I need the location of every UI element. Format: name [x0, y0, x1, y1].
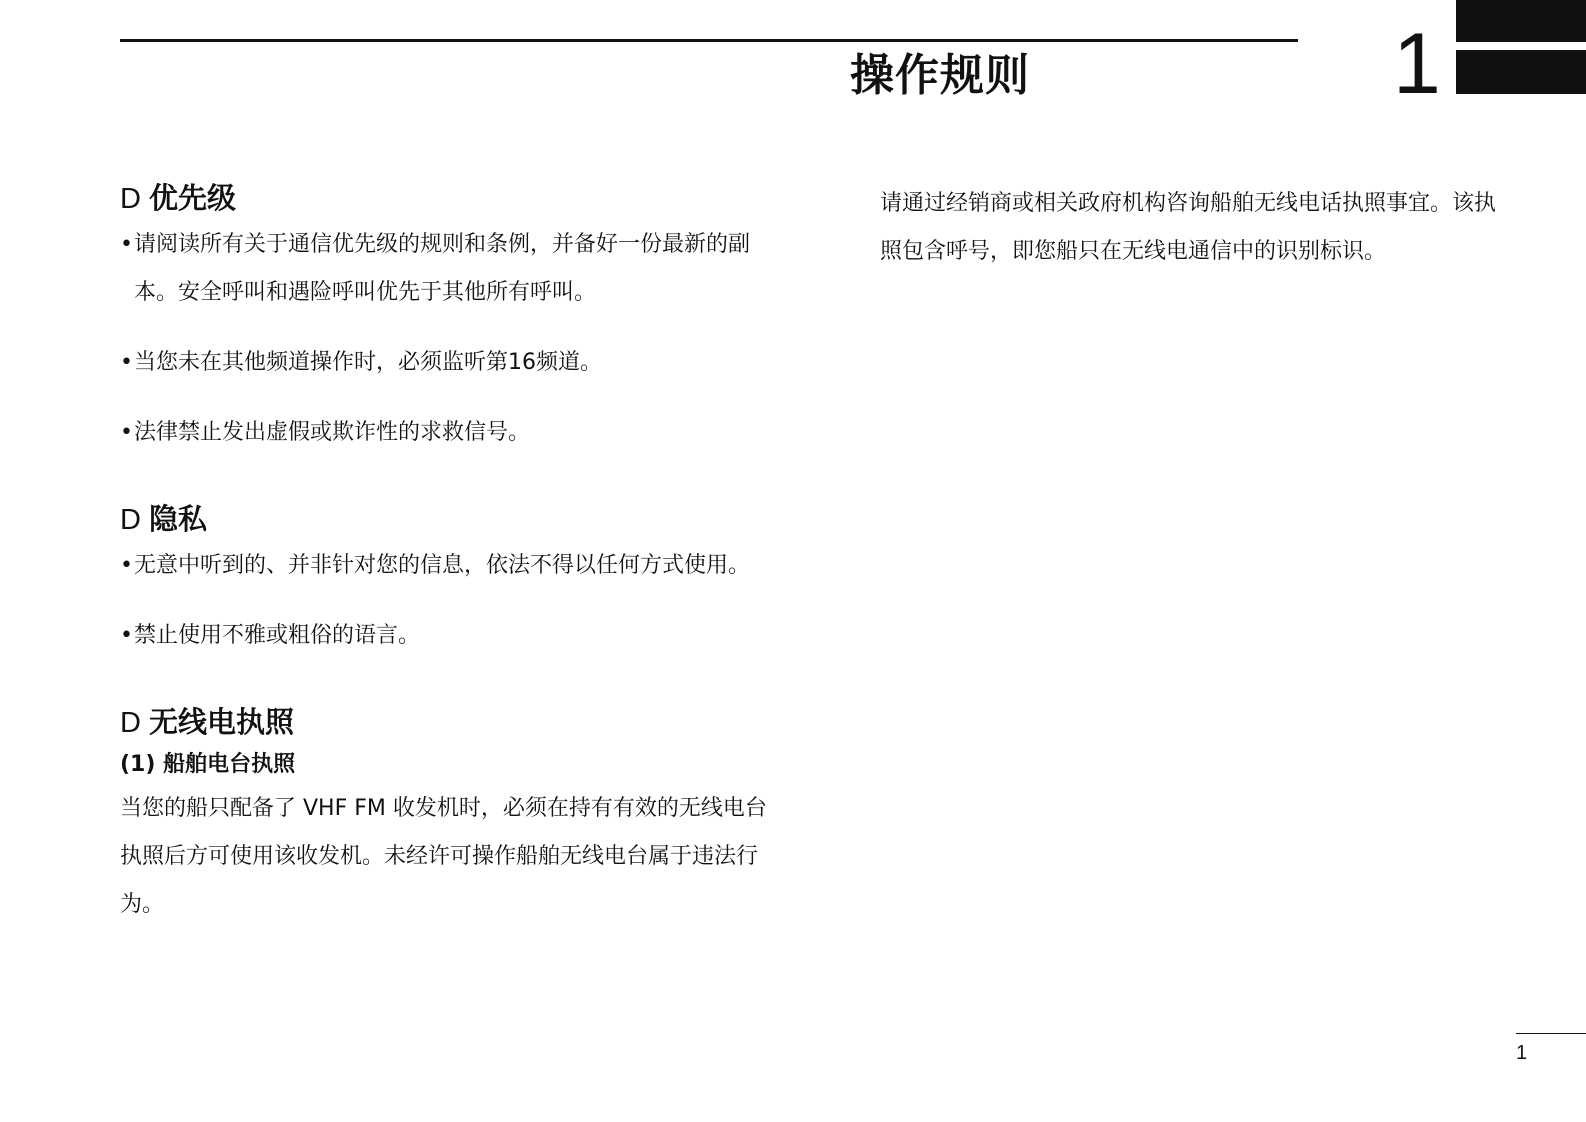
bullet-dot: •	[120, 232, 133, 257]
section-heading-privacy	[120, 497, 770, 542]
license-paragraph: 当您的船只配备了 VHF FM 收发机时，必须在持有有效的无线电台执照后方可使用该收发机。未经许可操作船舶无线电台属于违法行为。	[120, 796, 767, 917]
section-title: 优先级	[148, 181, 236, 215]
bullet-dot: •	[120, 553, 133, 578]
section-heading-priority	[120, 176, 770, 221]
footer-rule	[1516, 1033, 1586, 1034]
bullet-dot: •	[120, 623, 133, 648]
bullet-dot: •	[120, 420, 133, 445]
bullet-item	[120, 612, 770, 660]
bullet-text: 法律禁止发出虚假或欺诈性的求救信号。	[134, 420, 531, 445]
bullet-item	[120, 221, 770, 317]
license-continued-paragraph: 请通过经销商或相关政府机构咨询船舶无线电话执照事宜。该执 照包含呼号，即您船只在无线电通信中的识别标识。	[880, 191, 1497, 264]
section-marker: D	[120, 707, 141, 739]
section-title: 无线电执照	[148, 705, 294, 739]
bullet-item	[120, 339, 770, 387]
chapter-tab-lower	[1456, 50, 1586, 94]
bullet-text: 无意中听到的、并非针对您的信息，依法不得以任何方式使用。	[134, 553, 751, 578]
section-marker: D	[120, 183, 141, 215]
chapter-tab-upper	[1456, 0, 1586, 42]
bullet-item	[120, 542, 770, 590]
page-number: 1	[1516, 1042, 1528, 1064]
section-marker: D	[120, 504, 141, 536]
section-heading-license	[120, 700, 770, 745]
bullet-text: 禁止使用不雅或粗俗的语言。	[134, 623, 421, 648]
bullet-text: 当您未在其他频道操作时，必须监听第16频道。	[134, 350, 602, 375]
section-title: 隐私	[148, 502, 207, 536]
right-column	[880, 180, 1580, 276]
chapter-number: 1	[1393, 16, 1441, 112]
bullet-dot: •	[120, 350, 133, 375]
subheading-ship-station-license: (1) 船舶电台执照	[120, 752, 296, 777]
bullet-item	[120, 409, 770, 457]
left-column	[120, 176, 770, 929]
chapter-title: 操作规则	[850, 50, 1030, 101]
bullet-text: 请阅读所有关于通信优先级的规则和条例，并备好一份最新的副本。安全呼叫和遇险呼叫优先于其他所有呼叫。	[134, 232, 751, 305]
header-rule	[120, 39, 1298, 42]
